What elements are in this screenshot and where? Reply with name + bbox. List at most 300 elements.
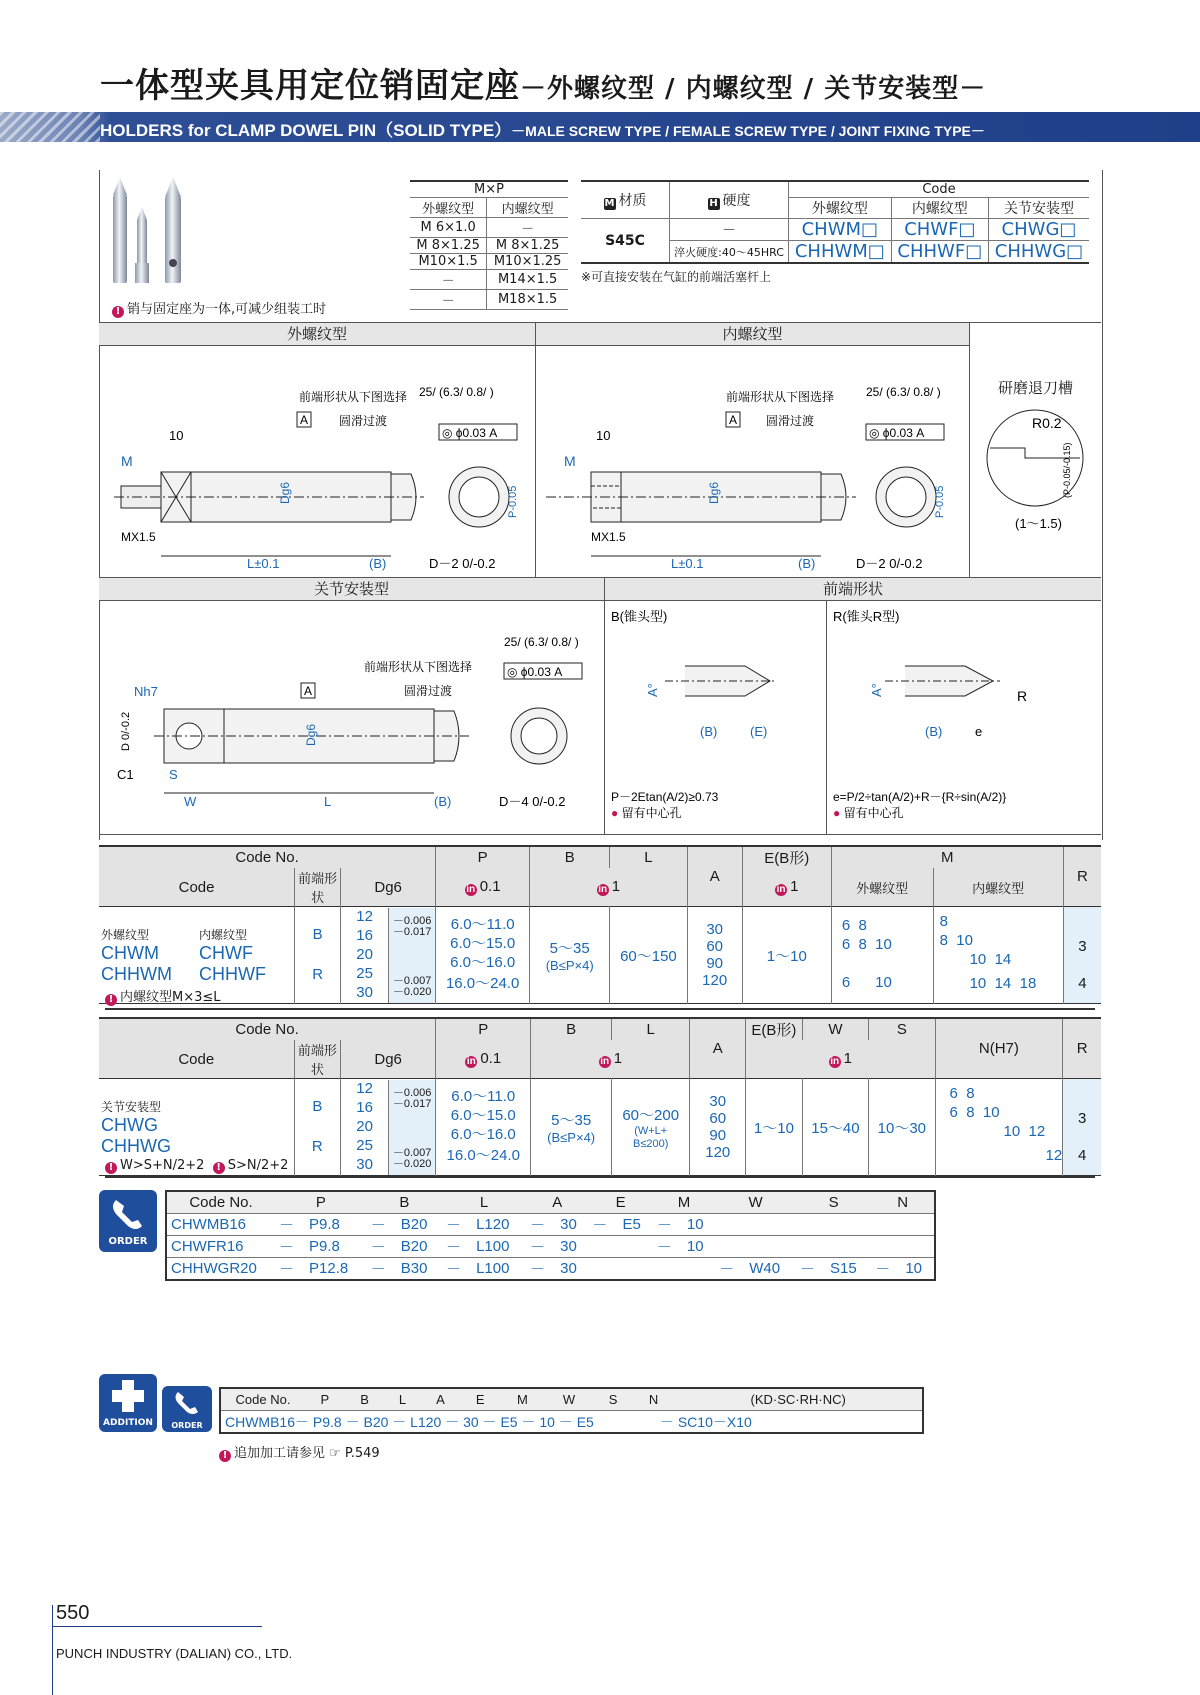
- t1-h-e: E(B形): [742, 846, 831, 868]
- angle-a-r: A°: [869, 683, 884, 697]
- dim-l: L: [324, 794, 332, 809]
- t2-h-s: S: [869, 1018, 935, 1040]
- t1-inc-e: 1: [790, 878, 799, 895]
- title-en-main: HOLDERS for CLAMP DOWEL PIN（SOLID TYPE）: [100, 121, 512, 140]
- t2-a: 120: [705, 1144, 731, 1161]
- mp-header: M×P: [410, 181, 568, 198]
- t2-b2: (B≤P×4): [547, 1130, 596, 1145]
- mp-col1: 外螺纹型: [410, 198, 487, 218]
- ord-cell: －: [279, 1217, 295, 1234]
- ord-cell: －: [530, 1217, 546, 1234]
- dim-d: D－2 0/-0.2: [856, 556, 923, 571]
- dim-p: P-0.05: [507, 485, 519, 518]
- ord-h: L: [479, 1194, 489, 1211]
- panel-female: [536, 323, 970, 577]
- add-h: M: [517, 1392, 528, 1407]
- tip-b-dim: (B): [700, 724, 718, 739]
- ord-cell: －: [799, 1261, 815, 1278]
- t1-min: 10 14 18: [969, 974, 1037, 992]
- t2-h-tip: 前端形状: [294, 1040, 341, 1079]
- t1-a: 120: [702, 972, 728, 989]
- smooth-label: 圆滑过渡: [339, 414, 388, 428]
- hardness-value: －: [670, 219, 789, 241]
- datum-a: A: [304, 684, 313, 698]
- material-label: 材质: [618, 193, 647, 209]
- t1-tol2: －0.007 －0.020: [392, 974, 432, 998]
- t2-p: 6.0～15.0: [450, 1106, 516, 1124]
- t1-h-r: R: [1076, 868, 1088, 885]
- t1-note-text: 内螺纹型M×3≤L: [120, 990, 221, 1005]
- spec-note: ※可直接安装在气缸的前端活塞杆上: [581, 270, 772, 284]
- ord-h: N: [897, 1194, 909, 1211]
- dim-dd: D 0/-0.2: [120, 711, 132, 751]
- b-center-note: ● 留有中心孔: [611, 806, 682, 820]
- addition-note: [219, 1442, 380, 1462]
- t1-d: 12: [356, 907, 373, 925]
- dim-l: L±0.1: [247, 556, 280, 571]
- t1-a: 60: [706, 938, 724, 955]
- inc-icon: in: [600, 1056, 610, 1067]
- t1-h-m: M: [831, 846, 1063, 868]
- code-chhwm: CHHWM□: [789, 241, 892, 264]
- ord-cell: P9.8: [309, 1216, 340, 1233]
- ord-cell: －: [592, 1217, 608, 1234]
- order-row: [166, 1214, 935, 1236]
- t2-a: 90: [709, 1127, 727, 1144]
- ord-cell: L120: [476, 1216, 510, 1233]
- t1-label-male: 外螺纹型: [101, 927, 150, 942]
- panel-joint-title: 关节安装型: [99, 578, 604, 601]
- dim-m: M: [564, 453, 576, 469]
- phone-icon: [108, 1196, 148, 1232]
- ord-h: B: [399, 1194, 410, 1211]
- ord-cell: [901, 1236, 935, 1258]
- mp-cell: M10×1.5: [410, 254, 487, 270]
- t1-min: 8 10: [939, 931, 973, 949]
- datum-a: A: [300, 413, 309, 427]
- groove-w: (1～1.5): [1015, 516, 1062, 531]
- t1-code-chwf: CHWF: [199, 942, 253, 963]
- ord-cell: －: [279, 1261, 295, 1278]
- t2-p: 6.0～11.0: [451, 1087, 516, 1105]
- spec-table: [581, 180, 1089, 264]
- dim-10: 10: [169, 428, 184, 443]
- panel-tip: [605, 578, 1101, 834]
- ord-cell: [683, 1258, 715, 1281]
- r-center-note: ● 留有中心孔: [833, 806, 904, 820]
- t1-tol1: －0.006 －0.017: [392, 914, 432, 938]
- t1-mout: [842, 955, 933, 974]
- ord-cell: －: [719, 1261, 735, 1278]
- t1-h-dg6: Dg6: [341, 868, 436, 907]
- t1-r: 3: [1078, 937, 1087, 955]
- t1-tip-r: R: [312, 966, 324, 983]
- t1-a: 30: [706, 921, 724, 938]
- t2-b: 5～35: [551, 1112, 592, 1129]
- t2-note1: W>S+N/2+2: [120, 1158, 205, 1173]
- tip-e2-dim: e: [975, 724, 983, 739]
- hardness-label: 硬度: [722, 193, 751, 209]
- t1-mout: 6 10: [841, 974, 892, 991]
- t2-p: 16.0～24.0: [446, 1146, 520, 1164]
- code-chhwf: CHHWF□: [891, 241, 988, 264]
- add-h: W: [562, 1392, 576, 1407]
- t2-d: 25: [356, 1136, 373, 1154]
- add-h: B: [360, 1392, 369, 1407]
- addition-badge-label: ADDITION: [103, 1418, 153, 1428]
- t2-h-dg6: Dg6: [341, 1040, 436, 1079]
- t1-h-tip: 前端形状: [295, 868, 341, 907]
- addition-order-badge: [162, 1386, 212, 1432]
- ord-cell: L100: [476, 1238, 510, 1255]
- t1-tip-b: B: [312, 926, 323, 943]
- mp-cell: M 8×1.25: [410, 238, 487, 254]
- addition-note-text: 追加加工请参见 ☞ P.549: [234, 1446, 380, 1461]
- code-chwf: CHWF□: [891, 219, 988, 241]
- add-h: N: [648, 1392, 659, 1407]
- mp-col2: 内螺纹型: [487, 198, 568, 218]
- ord-cell: E5: [622, 1216, 641, 1233]
- t2-r: 4: [1077, 1146, 1087, 1164]
- t1-h-code: Code: [99, 868, 295, 907]
- ord-cell: CHHWGR20: [171, 1260, 257, 1277]
- mp-cell: －: [487, 218, 568, 238]
- t1-e: 1～10: [742, 907, 831, 1004]
- ord-cell: [653, 1258, 683, 1281]
- t1-l: 60～150: [610, 907, 687, 1004]
- note-dot-icon: !: [219, 1450, 231, 1462]
- spec-col3: 关节安装型: [988, 198, 1089, 219]
- ord-cell: S15: [829, 1260, 857, 1277]
- title-en-sub: －MALE SCREW TYPE / FEMALE SCREW TYPE / JOINT FIXING TYPE－: [511, 123, 985, 139]
- t1-p: 6.0～11.0: [450, 915, 515, 933]
- dim-c1: C1: [117, 767, 134, 782]
- t1-h-a: A: [687, 846, 742, 907]
- ord-cell: －: [370, 1239, 386, 1256]
- plus-icon: [108, 1378, 148, 1414]
- panel-female-title: 内螺纹型: [536, 323, 969, 346]
- t2-tol2: －0.007 －0.020: [392, 1146, 432, 1170]
- spec-col2: 内螺纹型: [891, 198, 988, 219]
- t2-h-w: W: [802, 1018, 868, 1040]
- b-center-text: 留有中心孔: [621, 806, 682, 820]
- addition-table: [219, 1387, 924, 1434]
- ord-cell: [871, 1236, 901, 1258]
- t2-code-chwg: CHWG: [101, 1114, 158, 1135]
- t1-h-m2: 内螺纹型: [933, 868, 1063, 907]
- ord-cell: 10: [905, 1260, 923, 1277]
- ord-cell: 10: [686, 1216, 704, 1233]
- dim-b: (B): [798, 556, 816, 571]
- t2-h-a: A: [690, 1018, 746, 1079]
- t2-h-codeno: Code No.: [99, 1018, 436, 1040]
- tip-select-label: 前端形状从下图选择: [726, 390, 835, 404]
- page-title: [100, 58, 986, 107]
- panel-male-title: 外螺纹型: [99, 323, 535, 346]
- t2-inc-bl: 1: [613, 1050, 623, 1067]
- t2-h-p: P: [436, 1018, 531, 1040]
- t2-h-code: Code: [99, 1040, 294, 1079]
- ord-cell: －: [530, 1261, 546, 1278]
- material-value: S45C: [581, 219, 670, 264]
- phone-icon: [172, 1389, 202, 1417]
- title-sub: －外螺纹型 / 内螺纹型 / 关节安装型－: [520, 74, 987, 104]
- t2-code-chhwg: CHHWG: [101, 1135, 171, 1156]
- t2-s: 10～30: [869, 1079, 935, 1176]
- t2-a: 30: [709, 1093, 727, 1110]
- tol-frame: ◎ ϕ0.03 A: [507, 665, 563, 679]
- smooth-label: 圆滑过渡: [404, 684, 453, 698]
- ord-cell: －: [656, 1239, 672, 1256]
- t1-p: 16.0～24.0: [445, 974, 520, 992]
- ord-cell: －: [370, 1217, 386, 1234]
- inc-icon: in: [830, 1056, 840, 1067]
- ord-cell: [901, 1214, 935, 1236]
- tip-drawing: [605, 601, 1101, 833]
- panel-tip-title: 前端形状: [605, 578, 1101, 601]
- top-note: [112, 298, 326, 318]
- tol-frame: ◎ ϕ0.03 A: [869, 426, 925, 440]
- material-icon: M: [604, 198, 615, 209]
- ord-cell: [871, 1214, 901, 1236]
- mp-cell: －: [410, 270, 487, 290]
- t2-label: 关节安装型: [101, 1099, 162, 1114]
- dim-mx: MX1.5: [591, 530, 626, 544]
- ord-cell: －: [446, 1239, 462, 1256]
- t1-mout: 6 8: [841, 917, 867, 934]
- dim-dg6: Dg6: [304, 723, 318, 746]
- tip-r-b-dim: (B): [925, 724, 943, 739]
- ord-cell: CHWMB16: [171, 1216, 247, 1233]
- ord-cell: －: [530, 1239, 546, 1256]
- dim-n: Nh7: [134, 684, 158, 699]
- t2-p: 6.0～16.0: [450, 1125, 516, 1143]
- company-name: PUNCH INDUSTRY (DALIAN) CO., LTD.: [56, 1646, 293, 1661]
- dim-10: 10: [596, 428, 611, 443]
- roughness-mark: 25/ (6.3/ 0.8/ ): [419, 385, 494, 399]
- addition-badge: [99, 1374, 157, 1432]
- groove-p: (P-0.05/-0.15): [1062, 442, 1072, 498]
- t1-d: 25: [356, 964, 373, 982]
- tol-frame: ◎ ϕ0.03 A: [442, 426, 498, 440]
- t2-h-r: R: [1076, 1040, 1088, 1057]
- groove-drawing: [970, 398, 1101, 538]
- spec-code-header: Code: [789, 181, 1090, 198]
- t2-h-b: B: [531, 1018, 612, 1040]
- female-drawing: [536, 346, 969, 576]
- inc-icon: in: [466, 1056, 476, 1067]
- ord-cell: [796, 1236, 826, 1258]
- t2-n: 12: [1045, 1146, 1063, 1164]
- dim-b: (B): [434, 794, 452, 809]
- t2-n: 6 8: [949, 1084, 975, 1102]
- hardness-value-2: 淬火硬度:40～45HRC: [670, 241, 789, 264]
- t2-n: 10 12: [1003, 1122, 1046, 1140]
- add-h: S: [608, 1392, 618, 1407]
- t2-tol1: －0.006 －0.017: [392, 1086, 432, 1110]
- ord-cell: －: [875, 1261, 891, 1278]
- tip-r-title: R(锥头R型): [833, 609, 900, 624]
- table1: [99, 845, 1101, 1004]
- t1-min: 10 14: [969, 950, 1012, 968]
- tip-e-dim: (E): [750, 724, 768, 739]
- tip-r-label: R: [1017, 688, 1028, 704]
- ord-cell: B30: [400, 1260, 428, 1277]
- t2-w: 15～40: [802, 1079, 868, 1176]
- t2-note2: S>N/2+2: [227, 1158, 289, 1173]
- ord-h: W: [748, 1194, 763, 1211]
- ord-cell: B20: [400, 1216, 428, 1233]
- hardness-icon: H: [709, 198, 718, 209]
- inc-icon: in: [466, 884, 476, 895]
- ord-cell: [715, 1214, 745, 1236]
- panel-male: [99, 323, 536, 577]
- order-badge: [99, 1190, 157, 1252]
- t1-d: 30: [356, 983, 373, 1001]
- t1-h-m1: 外螺纹型: [831, 868, 933, 907]
- t1-inc-p: 0.1: [479, 878, 501, 895]
- t2-tip-b: B: [312, 1098, 323, 1115]
- ord-cell: L100: [476, 1260, 510, 1277]
- inc-icon: in: [598, 884, 608, 895]
- dim-w: W: [184, 794, 197, 809]
- spec-col1: 外螺纹型: [789, 198, 892, 219]
- note-dot-icon: !: [213, 1162, 225, 1174]
- tip-select-label: 前端形状从下图选择: [299, 390, 408, 404]
- footer-rule-h: [52, 1626, 262, 1627]
- ord-cell: [796, 1214, 826, 1236]
- t2-a: 60: [709, 1110, 727, 1127]
- male-drawing: [99, 346, 535, 576]
- code-chwm: CHWM□: [789, 219, 892, 241]
- t1-p: 6.0～16.0: [450, 953, 516, 971]
- addition-order-label: ORDER: [171, 1421, 203, 1430]
- t1-inc-bl: 1: [611, 878, 621, 895]
- product-photo: [105, 175, 190, 290]
- code-chwg: CHWG□: [988, 219, 1089, 241]
- r-center-text: 留有中心孔: [843, 806, 904, 820]
- ord-cell: [826, 1236, 871, 1258]
- datum-a: A: [729, 413, 738, 427]
- inc-icon: in: [776, 884, 786, 895]
- t2-l2: (W+L+ B≤200): [633, 1124, 669, 1150]
- ord-cell: 30: [560, 1260, 577, 1277]
- dim-s: S: [169, 767, 178, 782]
- t2-r: 3: [1077, 1109, 1087, 1127]
- page-number: 550: [56, 1602, 90, 1624]
- roughness-mark: 25/ (6.3/ 0.8/ ): [866, 385, 941, 399]
- dim-m: M: [121, 453, 133, 469]
- t2-inc-p: 0.1: [480, 1050, 502, 1067]
- dim-dg6: Dg6: [707, 481, 721, 504]
- note-dot-icon: !: [105, 994, 117, 1006]
- panel-joint: [99, 578, 605, 834]
- ord-cell: 30: [560, 1216, 577, 1233]
- order-table: [165, 1190, 936, 1281]
- ord-cell: [618, 1236, 652, 1258]
- t2-d: 20: [356, 1117, 373, 1135]
- t1-d: 20: [356, 945, 373, 963]
- title-en: [100, 116, 985, 141]
- ord-cell: [588, 1258, 618, 1281]
- dim-b: (B): [369, 556, 387, 571]
- t2-h-l: L: [611, 1018, 689, 1040]
- t2-inc-ews: 1: [843, 1050, 852, 1067]
- tip-b-title: B(锥头型): [611, 609, 668, 624]
- title-main: 一体型夹具用定位销固定座: [100, 66, 520, 106]
- groove-r: R0.2: [1032, 415, 1062, 431]
- t1-label-female: 内螺纹型: [199, 927, 248, 942]
- t1-code-chhwm: CHHWM: [101, 963, 172, 984]
- mp-cell: M14×1.5: [487, 270, 568, 290]
- ord-cell: [618, 1258, 652, 1281]
- mp-cell: －: [410, 290, 487, 310]
- ord-cell: W40: [749, 1260, 781, 1277]
- roughness-mark: 25/ (6.3/ 0.8/ ): [504, 635, 579, 649]
- b-formula: P－2Etan(A/2)≥0.73: [611, 790, 719, 804]
- t1-b2: (B≤P×4): [545, 958, 594, 973]
- order-row: [166, 1236, 935, 1258]
- ord-cell: 10: [686, 1238, 704, 1255]
- ord-h: A: [552, 1194, 563, 1211]
- t2-l: 60～200: [622, 1106, 680, 1124]
- t1-r: 4: [1078, 974, 1087, 992]
- tip-select-label: 前端形状从下图选择: [364, 660, 473, 674]
- ord-cell: CHWFR16: [171, 1238, 244, 1255]
- dim-mx: MX1.5: [121, 530, 156, 544]
- joint-drawing: [99, 601, 604, 833]
- t1-h-codeno: Code No.: [99, 846, 436, 868]
- t1-p: 6.0～15.0: [450, 934, 516, 952]
- mp-cell: M 6×1.0: [410, 218, 487, 238]
- t1-h-b: B: [530, 846, 610, 868]
- ord-h: P: [315, 1194, 326, 1211]
- ord-cell: －: [446, 1217, 462, 1234]
- ord-h: S: [828, 1194, 839, 1211]
- t1-b: 5～35: [549, 940, 590, 957]
- t2-n: 6 8 10: [949, 1103, 1000, 1121]
- add-h: A: [436, 1392, 445, 1407]
- t1-d: 16: [356, 926, 373, 944]
- ord-h: M: [677, 1194, 691, 1211]
- ord-cell: －: [279, 1239, 295, 1256]
- add-h: E: [475, 1392, 485, 1407]
- ord-cell: [715, 1236, 745, 1258]
- groove-title: 研磨退刀槽: [997, 379, 1073, 397]
- ord-cell: [745, 1214, 796, 1236]
- t1-code-chwm: CHWM: [101, 942, 159, 963]
- table2: [99, 1017, 1101, 1176]
- order-badge-label: ORDER: [108, 1236, 148, 1247]
- mp-table: [410, 180, 568, 310]
- t2-h-n: N(H7): [935, 1018, 1063, 1079]
- dim-d: D－2 0/-0.2: [429, 556, 496, 571]
- footer-rule-v: [52, 1605, 53, 1695]
- t2-tip-r: R: [311, 1138, 323, 1155]
- add-h: (KD·SC·RH·NC): [750, 1392, 846, 1407]
- t2-d: 16: [356, 1098, 373, 1116]
- dim-p: P-0.05: [934, 485, 946, 518]
- addition-row: CHWMB16－ P9.8 － B20 － L120 － 30 － E5 － 10 － E5 － SC10－X10: [225, 1413, 752, 1430]
- ord-cell: －: [656, 1217, 672, 1234]
- t1-a: 90: [706, 955, 724, 972]
- ord-cell: －: [446, 1261, 462, 1278]
- top-note-text: 销与固定座为一体,可减少组装工时: [127, 302, 327, 317]
- add-h: L: [398, 1392, 407, 1407]
- ord-cell: B20: [400, 1238, 428, 1255]
- add-h: Code No.: [235, 1392, 291, 1407]
- ord-cell: －: [370, 1261, 386, 1278]
